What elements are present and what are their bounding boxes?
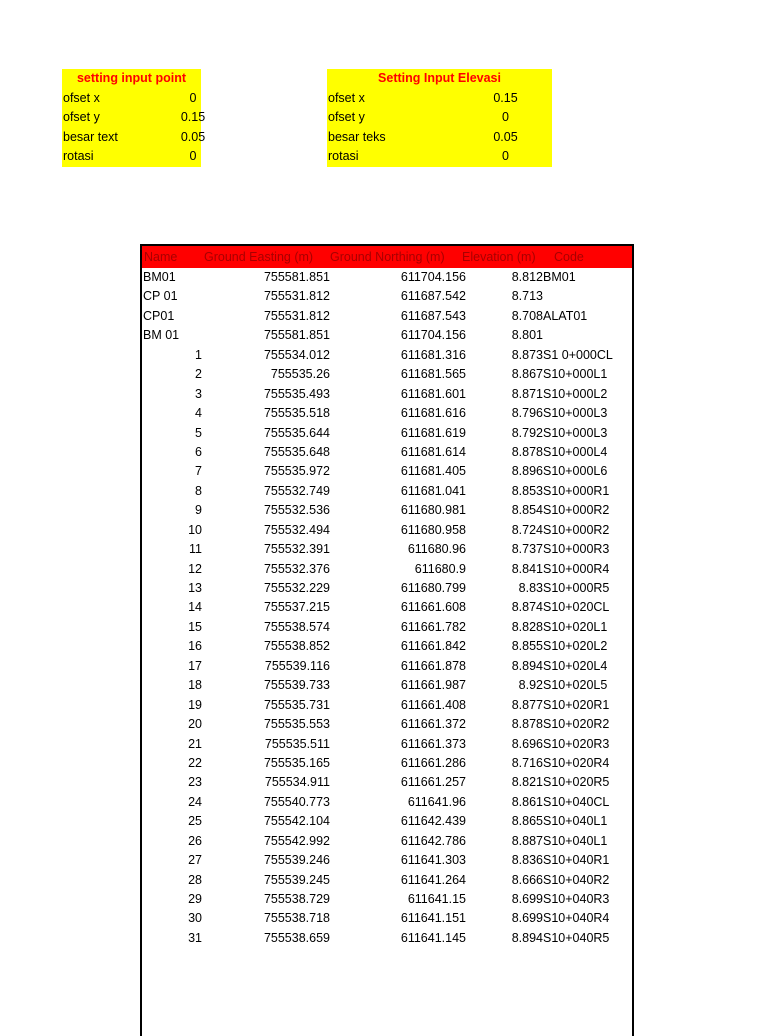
- table-row: [142, 754, 632, 773]
- cell-easting[interactable]: 755535.731: [263, 697, 330, 712]
- cell-name[interactable]: 8: [195, 483, 202, 498]
- cell-elevation[interactable]: 8.699: [511, 892, 543, 906]
- cell-code[interactable]: S10+000R2: [543, 503, 610, 518]
- cell-northing[interactable]: 611641.264: [400, 872, 466, 887]
- cell-elevation[interactable]: 8.92: [518, 678, 543, 693]
- setting-point-row-ofset-y: [62, 108, 206, 128]
- cell-easting[interactable]: 755532.391: [263, 542, 330, 557]
- cell-easting[interactable]: 755540.773: [263, 794, 330, 809]
- cell-northing[interactable]: 611641.96: [407, 794, 466, 809]
- cell-code[interactable]: S10+000L6: [543, 464, 608, 479]
- table-row: [142, 521, 632, 540]
- table-row: [142, 346, 632, 365]
- cell-northing[interactable]: 611681.616: [400, 406, 466, 421]
- cell-easting[interactable]: 755537.215: [263, 600, 330, 615]
- cell-elevation[interactable]: 8.696: [511, 736, 543, 751]
- cell-easting[interactable]: 755535.165: [263, 755, 330, 770]
- cell-code[interactable]: S10+040R3: [543, 892, 610, 906]
- table-row: [142, 851, 632, 870]
- cell-code[interactable]: ALAT01: [543, 308, 588, 323]
- cell-northing[interactable]: 611641.15: [407, 892, 466, 906]
- table-row: [142, 657, 632, 676]
- cell-northing[interactable]: 611680.958: [400, 522, 466, 537]
- cell-northing[interactable]: 611681.405: [400, 464, 466, 479]
- setting-elevasi-row-ofset-x: [327, 89, 552, 109]
- cell-easting[interactable]: 755538.659: [263, 930, 330, 945]
- setting-label: ofset y: [63, 110, 100, 124]
- cell-elevation[interactable]: 8.894: [511, 658, 543, 673]
- cell-northing[interactable]: 611661.257: [400, 775, 466, 790]
- setting-label: ofset y: [328, 110, 365, 124]
- cell-easting[interactable]: 755538.718: [263, 911, 330, 926]
- cell-code[interactable]: S10+020R3: [543, 736, 610, 751]
- setting-label: ofset x: [328, 90, 365, 105]
- cell-elevation[interactable]: 8.821: [511, 775, 543, 790]
- cell-northing[interactable]: 611687.543: [400, 308, 466, 323]
- cell-northing[interactable]: 611661.608: [400, 600, 466, 615]
- cell-elevation[interactable]: 8.894: [511, 930, 543, 945]
- cell-name[interactable]: 30: [188, 911, 202, 926]
- setting-value[interactable]: 0.15: [493, 90, 518, 105]
- header-ground-northing[interactable]: Ground Northing (m): [330, 250, 445, 264]
- table-row: [142, 871, 632, 890]
- cell-name[interactable]: 26: [188, 833, 202, 848]
- cell-code[interactable]: S10+040L1: [543, 833, 608, 848]
- setting-elevasi-row-besar-teks: [327, 128, 552, 148]
- cell-name[interactable]: 18: [188, 678, 202, 693]
- cell-elevation[interactable]: 8.737: [511, 542, 543, 557]
- setting-label: ofset x: [63, 90, 100, 105]
- cell-name[interactable]: CP 01: [143, 289, 178, 304]
- setting-elevasi-row-rotasi: [327, 147, 552, 167]
- setting-value[interactable]: 0: [502, 149, 509, 163]
- setting-point-row-ofset-x: [62, 89, 201, 109]
- cell-northing[interactable]: 611681.601: [400, 386, 466, 401]
- header-name[interactable]: Name: [144, 250, 178, 264]
- setting-label: rotasi: [63, 149, 94, 163]
- cell-easting[interactable]: 755531.812: [263, 308, 330, 323]
- cell-elevation[interactable]: 8.854: [511, 503, 543, 518]
- cell-code[interactable]: S10+020R2: [543, 717, 610, 732]
- cell-name[interactable]: 9: [195, 503, 202, 518]
- table-row: [142, 385, 632, 404]
- survey-data-table: [140, 244, 634, 1036]
- cell-elevation[interactable]: 8.887: [511, 833, 543, 848]
- setting-value[interactable]: 0: [502, 110, 509, 124]
- cell-easting[interactable]: 755538.852: [263, 639, 330, 654]
- table-row: [142, 793, 632, 812]
- cell-northing[interactable]: 611704.156: [400, 270, 466, 284]
- cell-name[interactable]: BM 01: [143, 328, 180, 343]
- cell-code[interactable]: S10+000R4: [543, 561, 610, 576]
- cell-easting[interactable]: 755535.648: [263, 444, 330, 459]
- cell-code[interactable]: S10+020L2: [543, 639, 608, 654]
- cell-elevation[interactable]: 8.874: [511, 600, 543, 615]
- setting-elevasi-row-ofset-y: [327, 108, 552, 128]
- cell-code[interactable]: S10+040R1: [543, 853, 610, 868]
- cell-northing[interactable]: 611681.565: [400, 367, 466, 382]
- cell-easting[interactable]: 755531.812: [263, 289, 330, 304]
- table-row: [142, 696, 632, 715]
- cell-easting[interactable]: 755542.992: [263, 833, 330, 848]
- cell-northing[interactable]: 611641.145: [400, 930, 466, 945]
- table-row: [142, 560, 632, 579]
- cell-northing[interactable]: 611661.286: [400, 755, 466, 770]
- cell-northing[interactable]: 611704.156: [400, 328, 466, 343]
- cell-name[interactable]: 21: [188, 736, 202, 751]
- setting-label: besar text: [63, 129, 118, 144]
- cell-elevation[interactable]: 8.865: [511, 814, 543, 829]
- table-row: [142, 929, 632, 948]
- table-row: [142, 598, 632, 617]
- cell-code[interactable]: S10+040R2: [543, 872, 610, 887]
- cell-name[interactable]: 31: [188, 930, 202, 945]
- cell-northing[interactable]: 611681.619: [400, 425, 466, 440]
- header-elevation[interactable]: Elevation (m): [462, 250, 536, 264]
- cell-name[interactable]: 6: [195, 444, 202, 459]
- cell-elevation[interactable]: 8.871: [511, 386, 543, 401]
- cell-name[interactable]: 3: [195, 386, 202, 401]
- cell-easting[interactable]: 755535.518: [263, 406, 330, 421]
- cell-easting[interactable]: 755539.116: [264, 658, 330, 673]
- cell-easting[interactable]: 755539.245: [263, 872, 330, 887]
- table-row: [142, 501, 632, 520]
- table-row: [142, 909, 632, 928]
- cell-name[interactable]: 20: [188, 717, 202, 732]
- cell-elevation[interactable]: 8.836: [511, 853, 543, 868]
- table-row: [142, 287, 632, 306]
- cell-northing[interactable]: 611681.614: [400, 444, 466, 459]
- cell-easting[interactable]: 755535.972: [263, 464, 330, 479]
- cell-name[interactable]: 15: [188, 619, 202, 634]
- table-row: [142, 443, 632, 462]
- cell-code[interactable]: S10+020CL: [543, 600, 610, 615]
- cell-northing[interactable]: 611641.303: [400, 853, 466, 868]
- cell-elevation[interactable]: 8.713: [511, 289, 543, 304]
- table-row: [142, 637, 632, 656]
- cell-northing[interactable]: 611661.842: [400, 639, 466, 654]
- table-row: [142, 715, 632, 734]
- cell-elevation[interactable]: 8.878: [511, 717, 543, 732]
- table-row: [142, 832, 632, 851]
- cell-elevation[interactable]: 8.716: [511, 755, 543, 770]
- cell-northing[interactable]: 611681.316: [400, 347, 466, 362]
- setting-value[interactable]: 0: [189, 90, 197, 105]
- cell-northing[interactable]: 611680.981: [400, 503, 466, 518]
- cell-elevation[interactable]: 8.877: [511, 697, 543, 712]
- table-row: [142, 307, 632, 326]
- table-row: [142, 268, 632, 287]
- cell-northing[interactable]: 611680.96: [407, 542, 466, 557]
- cell-name[interactable]: 11: [189, 542, 202, 557]
- table-body: [142, 268, 632, 948]
- cell-easting[interactable]: 755534.911: [264, 775, 330, 790]
- cell-easting[interactable]: 755535.553: [263, 717, 330, 732]
- cell-elevation[interactable]: 8.896: [511, 464, 543, 479]
- setting-input-elevasi-title: Setting Input Elevasi: [378, 71, 501, 85]
- cell-name[interactable]: 22: [188, 755, 202, 770]
- cell-code[interactable]: S10+040CL: [543, 794, 610, 809]
- cell-easting[interactable]: 755538.574: [263, 619, 330, 634]
- cell-northing[interactable]: 611680.799: [400, 581, 466, 595]
- cell-name[interactable]: 25: [188, 814, 202, 829]
- cell-northing[interactable]: 611642.439: [400, 814, 466, 829]
- cell-code[interactable]: S10+000L4: [543, 444, 608, 459]
- setting-point-row-besar-text: [62, 128, 206, 148]
- cell-code[interactable]: S10+020L4: [543, 658, 608, 673]
- table-row: [142, 773, 632, 792]
- table-header-row: [142, 246, 632, 268]
- cell-name[interactable]: 24: [188, 794, 202, 809]
- cell-code[interactable]: S10+040L1: [543, 814, 608, 829]
- cell-elevation[interactable]: 8.828: [511, 619, 543, 634]
- cell-name[interactable]: 19: [188, 697, 202, 712]
- setting-input-elevasi-panel: [327, 69, 552, 167]
- cell-elevation[interactable]: 8.867: [511, 367, 543, 382]
- cell-elevation[interactable]: 8.83: [518, 581, 543, 595]
- cell-code[interactable]: S10+020L5: [543, 678, 608, 693]
- cell-easting[interactable]: 755532.536: [263, 503, 330, 518]
- cell-code[interactable]: S1 0+000CL: [543, 347, 613, 362]
- table-row: [142, 579, 632, 598]
- cell-code[interactable]: S10+040R4: [543, 911, 610, 926]
- cell-name[interactable]: 1: [195, 347, 202, 362]
- cell-elevation[interactable]: 8.796: [511, 406, 543, 421]
- cell-northing[interactable]: 611661.373: [400, 736, 466, 751]
- table-row: [142, 424, 632, 443]
- cell-code[interactable]: S10+000R2: [543, 522, 610, 537]
- setting-input-point-panel: [62, 69, 206, 167]
- table-row: [142, 890, 632, 909]
- table-row: [142, 404, 632, 423]
- cell-elevation[interactable]: 8.708: [511, 308, 543, 323]
- table-row: [142, 482, 632, 501]
- cell-code[interactable]: S10+040R5: [543, 930, 610, 945]
- cell-northing[interactable]: 611641.151: [400, 911, 466, 926]
- cell-name[interactable]: 16: [188, 639, 202, 654]
- cell-easting[interactable]: 755581.851: [263, 328, 330, 343]
- cell-name[interactable]: 13: [188, 581, 202, 595]
- cell-elevation[interactable]: 8.873: [511, 347, 543, 362]
- cell-elevation[interactable]: 8.724: [511, 522, 543, 537]
- cell-northing[interactable]: 611661.878: [400, 658, 466, 673]
- cell-name[interactable]: BM01: [143, 270, 176, 284]
- cell-elevation[interactable]: 8.666: [511, 872, 543, 887]
- cell-elevation[interactable]: 8.861: [511, 794, 543, 809]
- cell-northing[interactable]: 611642.786: [400, 833, 466, 848]
- cell-name[interactable]: 28: [188, 872, 202, 887]
- table-row: [142, 365, 632, 384]
- setting-input-point-title: setting input point: [76, 71, 186, 85]
- cell-elevation[interactable]: 8.878: [511, 444, 543, 459]
- cell-elevation[interactable]: 8.699: [511, 911, 543, 926]
- table-row: [142, 540, 632, 559]
- cell-easting[interactable]: 755532.229: [263, 581, 330, 595]
- table-row: [142, 326, 632, 345]
- cell-easting[interactable]: 755539.246: [263, 853, 330, 868]
- cell-name[interactable]: 17: [188, 658, 202, 673]
- cell-code[interactable]: S10+000L2: [543, 386, 608, 401]
- cell-name[interactable]: 5: [195, 425, 202, 440]
- cell-code[interactable]: S10+020L1: [543, 619, 608, 634]
- cell-code[interactable]: BM01: [543, 270, 576, 284]
- table-row: [142, 812, 632, 831]
- cell-code[interactable]: S10+000R3: [543, 542, 610, 557]
- cell-northing[interactable]: 611680.9: [414, 561, 466, 576]
- setting-value[interactable]: 0.05: [493, 129, 518, 144]
- setting-label: besar teks: [328, 129, 386, 144]
- cell-northing[interactable]: 611661.782: [400, 619, 466, 634]
- cell-name[interactable]: 23: [188, 775, 202, 790]
- cell-easting[interactable]: 755534.012: [263, 347, 330, 362]
- cell-easting[interactable]: 755532.494: [263, 522, 330, 537]
- cell-name[interactable]: 14: [188, 600, 202, 615]
- cell-northing[interactable]: 611661.408: [400, 697, 466, 712]
- cell-easting[interactable]: 755535.26: [270, 367, 330, 382]
- cell-name[interactable]: 2: [195, 367, 202, 382]
- cell-elevation[interactable]: 8.792: [511, 425, 543, 440]
- table-row: [142, 462, 632, 481]
- cell-name[interactable]: 12: [188, 561, 202, 576]
- cell-name[interactable]: 27: [188, 853, 202, 868]
- cell-easting[interactable]: 755581.851: [263, 270, 330, 284]
- setting-label: rotasi: [328, 149, 359, 163]
- cell-code[interactable]: S10+000R1: [543, 483, 610, 498]
- cell-name[interactable]: 10: [188, 522, 202, 537]
- cell-code[interactable]: S10+000L1: [543, 367, 608, 382]
- table-row: [142, 676, 632, 695]
- header-ground-easting[interactable]: Ground Easting (m): [204, 250, 314, 264]
- setting-value[interactable]: 0.15: [180, 110, 206, 124]
- cell-easting[interactable]: 755535.493: [263, 386, 330, 401]
- cell-code[interactable]: S10+020R4: [543, 755, 610, 770]
- cell-easting[interactable]: 755538.729: [263, 892, 330, 906]
- setting-value[interactable]: 0: [189, 149, 197, 163]
- cell-easting[interactable]: 755542.104: [263, 814, 330, 829]
- setting-point-row-rotasi: [62, 147, 201, 167]
- setting-value[interactable]: 0.05: [180, 129, 206, 144]
- cell-elevation[interactable]: 8.801: [511, 328, 543, 343]
- cell-elevation[interactable]: 8.841: [511, 561, 543, 576]
- cell-code[interactable]: S10+000L3: [543, 406, 608, 421]
- cell-northing[interactable]: 611661.372: [400, 717, 466, 732]
- table-row: [142, 618, 632, 637]
- cell-northing[interactable]: 611661.987: [400, 678, 466, 693]
- cell-name[interactable]: 4: [195, 406, 202, 421]
- cell-easting[interactable]: 755532.749: [263, 483, 330, 498]
- cell-easting[interactable]: 755535.644: [263, 425, 330, 440]
- cell-easting[interactable]: 755535.511: [264, 736, 330, 751]
- header-code[interactable]: Code: [554, 250, 584, 264]
- cell-elevation[interactable]: 8.855: [511, 639, 543, 654]
- cell-easting[interactable]: 755532.376: [263, 561, 330, 576]
- cell-code[interactable]: S10+020R1: [543, 697, 610, 712]
- cell-elevation[interactable]: 8.853: [511, 483, 543, 498]
- cell-code[interactable]: S10+000L3: [543, 425, 608, 440]
- cell-name[interactable]: CP01: [143, 308, 175, 323]
- cell-name[interactable]: 7: [195, 464, 202, 479]
- cell-name[interactable]: 29: [188, 892, 202, 906]
- cell-northing[interactable]: 611687.542: [400, 289, 466, 304]
- table-row: [142, 735, 632, 754]
- cell-northing[interactable]: 611681.041: [400, 483, 466, 498]
- cell-code[interactable]: S10+020R5: [543, 775, 610, 790]
- cell-easting[interactable]: 755539.733: [263, 678, 330, 693]
- cell-elevation[interactable]: 8.812: [511, 270, 543, 284]
- cell-code[interactable]: S10+000R5: [543, 581, 610, 595]
